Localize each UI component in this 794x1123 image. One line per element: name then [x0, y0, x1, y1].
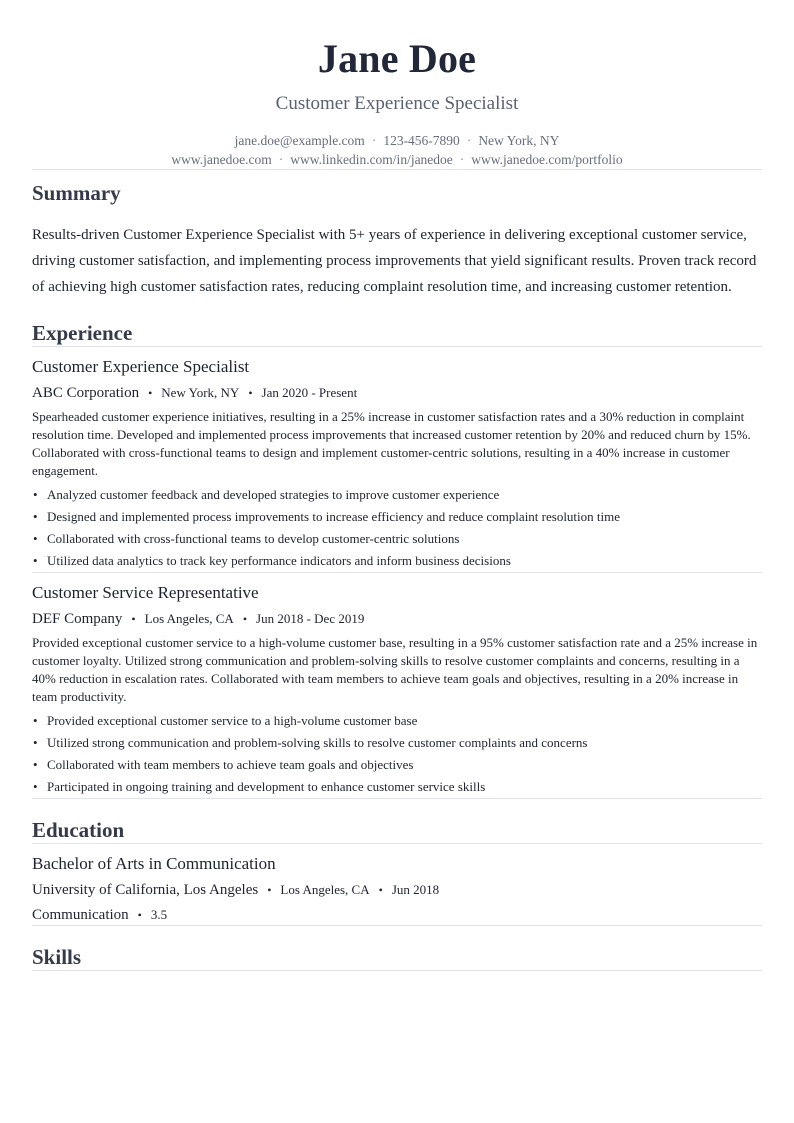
job-location: Los Angeles, CA: [144, 611, 234, 626]
job-bullet: [32, 506, 762, 528]
contact-website-link[interactable]: www.janedoe.com: [171, 152, 272, 167]
job-bullet: [32, 528, 762, 550]
contact-row-primary: [32, 131, 762, 150]
gpa-value: 3.5: [150, 907, 168, 922]
skills-heading: Skills: [32, 945, 82, 969]
meta-dot: •: [378, 883, 383, 897]
bullet-icon: •: [33, 757, 38, 772]
job-entry: [32, 347, 762, 572]
contact-separator: ·: [371, 133, 377, 148]
experience-heading: Experience: [32, 321, 133, 345]
job-entry: [32, 573, 762, 798]
bullet-icon: •: [33, 553, 38, 568]
graduation-date: Jun 2018: [391, 882, 440, 897]
job-bullet: [32, 710, 762, 732]
job-bullet-text: Utilized data analytics to track key performance indicators and inform business decisions: [47, 553, 511, 568]
bullet-icon: •: [33, 531, 38, 546]
bullet-icon: •: [33, 487, 38, 502]
job-company: ABC Corporation: [32, 385, 140, 401]
bullet-icon: •: [33, 713, 38, 728]
summary-heading: Summary: [32, 181, 121, 205]
job-bullet-list: [32, 484, 762, 572]
job-bullet: [32, 776, 762, 798]
job-dates: Jun 2018 - Dec 2019: [256, 611, 365, 626]
job-bullet: [32, 732, 762, 754]
job-bullet-text: Collaborated with cross-functional teams to develop customer-centric solutions: [47, 531, 460, 546]
bullet-icon: •: [33, 509, 38, 524]
bullet-icon: •: [33, 735, 38, 750]
job-description: Spearheaded customer experience initiatives, resulting in a 25% increase in customer satisfaction rates and a 30% reduction in complaint resolution time. Developed and implemented process improvements that increased customer retention by 20% and reduced churn by 15%. Collaborated with cross-functional teams to design and implement customer-centric solutions, resulting in a 40% increase in customer engagement.: [32, 409, 751, 478]
job-description: Provided exceptional customer service to a high-volume customer base, resulting in a 95% customer satisfaction rate and a 25% increase in customer loyalty. Utilized strong communication and problem-solving skills to resolve customer complaints and concerns, resulting in a 40% reduction in escalation rates. Collaborated with team members to achieve team goals and objectives, resulting in a 20% increase in team productivity.: [32, 635, 758, 704]
job-title: Customer Service Representative: [32, 583, 259, 602]
job-bullet-list: [32, 710, 762, 798]
meta-dot: •: [267, 883, 272, 897]
bullet-icon: •: [33, 779, 38, 794]
contact-email[interactable]: jane.doe@example.com: [234, 133, 365, 148]
education-heading: Education: [32, 818, 125, 842]
skills-divider: [32, 970, 762, 971]
job-title: Customer Experience Specialist: [32, 357, 250, 376]
contact-separator: ·: [459, 152, 465, 167]
job-bullet-text: Analyzed customer feedback and developed strategies to improve customer experience: [47, 487, 500, 502]
contact-location: New York, NY: [478, 133, 560, 148]
summary-text: Results-driven Customer Experience Specialist with 5+ years of experience in delivering exceptional customer service, driving customer satisfaction, and implementing process improvements that yield significant results. Proven track record of achieving high customer satisfaction rates, reducing complaint resolution time, and increasing customer retention.: [32, 227, 757, 295]
job-bullet-text: Utilized strong communication and problem-solving skills to resolve customer complaints and concerns: [47, 735, 588, 750]
contact-portfolio-link[interactable]: www.janedoe.com/portfolio: [471, 152, 623, 167]
job-bullet-text: Participated in ongoing training and development to enhance customer service skills: [47, 779, 486, 794]
education-entry: [32, 844, 762, 925]
education-end-divider: [32, 925, 762, 926]
job-bullet-text: Provided exceptional customer service to a high-volume customer base: [47, 713, 418, 728]
job-bullet: [32, 484, 762, 506]
job-dates: Jan 2020 - Present: [261, 385, 358, 400]
education-meta: [32, 880, 762, 900]
job-divider: [32, 798, 762, 799]
contact-separator: ·: [466, 133, 472, 148]
school-location: Los Angeles, CA: [280, 882, 370, 897]
resume-header: [32, 36, 762, 169]
candidate-title: Customer Experience Specialist: [275, 93, 519, 114]
job-bullet: [32, 550, 762, 572]
job-meta: [32, 383, 762, 403]
resume-page: [32, 0, 762, 971]
job-bullet: [32, 754, 762, 776]
school-name: University of California, Los Angeles: [32, 882, 259, 898]
candidate-name: Jane Doe: [317, 36, 477, 81]
header-divider: [32, 169, 762, 170]
meta-dot: •: [242, 612, 248, 626]
education-field: [32, 905, 762, 925]
contact-phone[interactable]: 123-456-7890: [383, 133, 460, 148]
meta-dot: •: [131, 612, 136, 626]
degree-title: Bachelor of Arts in Communication: [32, 854, 276, 873]
job-bullet-text: Collaborated with team members to achieve team goals and objectives: [47, 757, 414, 772]
job-bullet-text: Designed and implemented process improvements to increase efficiency and reduce complaint resolution time: [47, 509, 621, 524]
job-meta: [32, 609, 762, 629]
meta-dot: •: [248, 386, 253, 400]
meta-dot: •: [137, 908, 142, 922]
contact-row-links: [32, 150, 762, 169]
meta-dot: •: [148, 386, 153, 400]
job-company: DEF Company: [32, 611, 123, 627]
job-location: New York, NY: [161, 385, 240, 400]
field-of-study: Communication: [32, 907, 129, 923]
contact-linkedin-link[interactable]: www.linkedin.com/in/janedoe: [290, 152, 453, 167]
contact-separator: ·: [278, 152, 284, 167]
